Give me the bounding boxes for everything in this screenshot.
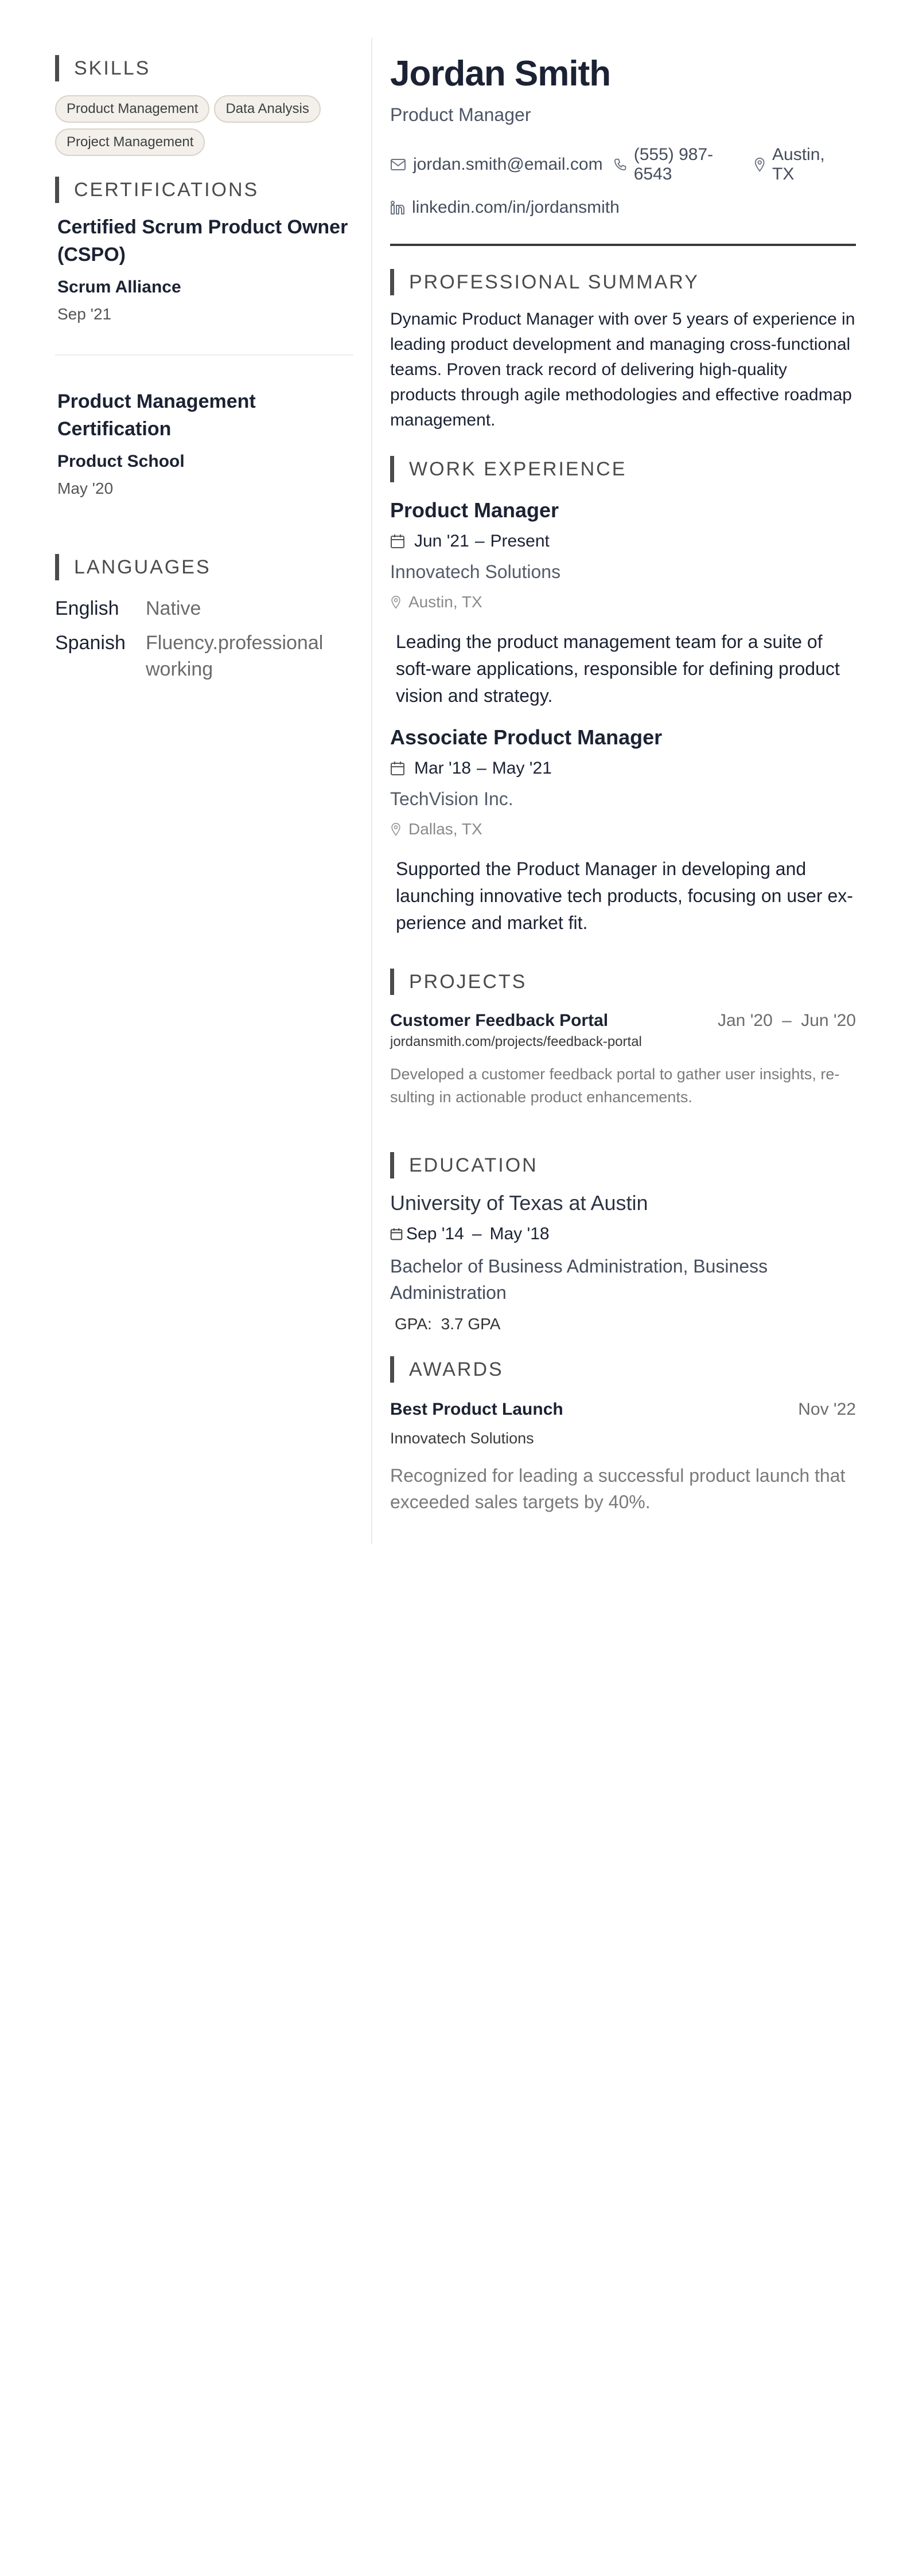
- experience-location: [390, 593, 856, 611]
- date-separator: –: [474, 532, 485, 551]
- experience-start: Jun '21: [414, 532, 469, 551]
- experience-start: Mar '18: [414, 759, 472, 778]
- experience-dates: [390, 532, 856, 551]
- column-divider: [371, 38, 372, 1544]
- experience-title: WORK EXPERIENCE: [409, 458, 627, 480]
- experience-role: Associate Product Manager: [390, 725, 663, 749]
- section-accent-bar: [55, 55, 59, 81]
- project-description: Developed a customer feedback portal to gather user insights, re-sulting in actionable product enhancements.: [390, 1065, 840, 1106]
- calendar-icon: [390, 1228, 403, 1240]
- education-dates: [390, 1224, 856, 1244]
- certification-item: [55, 388, 353, 498]
- project-header: [390, 1011, 856, 1031]
- certification-divider: [55, 354, 353, 356]
- mail-icon: [390, 158, 406, 171]
- projects-title: PROJECTS: [409, 970, 527, 993]
- resume-header: [390, 53, 856, 246]
- experience-location-text: Dallas, TX: [408, 820, 482, 838]
- project-name: Customer Feedback Portal: [390, 1011, 609, 1030]
- calendar-icon: [390, 761, 405, 776]
- certifications-heading: [55, 177, 353, 203]
- experience-end: May '21: [492, 759, 552, 778]
- section-accent-bar: [390, 1152, 394, 1178]
- certifications-title: CERTIFICATIONS: [74, 178, 259, 201]
- project-end: Jun '20: [801, 1011, 856, 1030]
- language-row: [55, 630, 353, 682]
- education-school: University of Texas at Austin: [390, 1191, 648, 1215]
- language-row: [55, 595, 353, 622]
- projects-heading: [390, 969, 856, 995]
- contact-row: [390, 145, 856, 184]
- skills-section: [55, 55, 353, 156]
- education-end: May '18: [489, 1224, 550, 1243]
- language-name: Spanish: [55, 632, 126, 654]
- languages-section: [55, 554, 353, 682]
- award-date: Nov '22: [798, 1400, 856, 1419]
- contact-location: [754, 145, 846, 184]
- experience-location-text: Austin, TX: [408, 593, 482, 611]
- experience-role: Product Manager: [390, 498, 559, 522]
- project-start: Jan '20: [718, 1011, 773, 1030]
- education-section: [390, 1152, 856, 1333]
- experience-company: TechVision Inc.: [390, 789, 513, 809]
- experience-location: [390, 820, 856, 838]
- location-pin-icon: [390, 595, 402, 609]
- certification-issuer: Scrum Alliance: [57, 278, 181, 296]
- summary-section: [390, 269, 856, 433]
- location-pin-icon: [390, 822, 402, 836]
- date-separator: –: [477, 759, 486, 778]
- gpa-value: 3.7 GPA: [441, 1315, 501, 1333]
- date-separator: –: [472, 1224, 482, 1243]
- skills-heading: [55, 55, 353, 81]
- experience-company: Innovatech Solutions: [390, 561, 561, 582]
- certifications-section: [55, 177, 353, 498]
- language-level: Native: [146, 598, 201, 619]
- contact-linkedin[interactable]: [390, 198, 620, 217]
- language-level: Fluency.professional working: [146, 632, 324, 680]
- summary-title: PROFESSIONAL SUMMARY: [409, 271, 699, 293]
- linkedin-text[interactable]: linkedin.com/in/jordansmith: [412, 198, 620, 217]
- right-column: [390, 53, 856, 1515]
- project-item: [390, 1011, 856, 1109]
- date-separator: –: [782, 1011, 792, 1030]
- calendar-icon: [390, 534, 405, 549]
- languages-heading: [55, 554, 353, 580]
- linkedin-icon: [390, 200, 405, 215]
- email-text[interactable]: jordan.smith@email.com: [413, 155, 603, 174]
- experience-heading: [390, 456, 856, 482]
- summary-heading: [390, 269, 856, 295]
- awards-title: AWARDS: [409, 1358, 504, 1380]
- candidate-name: Jordan Smith: [390, 54, 611, 93]
- experience-end: Present: [490, 532, 550, 551]
- contact-row: [390, 198, 856, 217]
- certification-name: Certified Scrum Product Owner (CSPO): [57, 216, 348, 266]
- section-accent-bar: [55, 177, 59, 203]
- header-divider: [390, 244, 856, 246]
- experience-description: Supported the Product Manager in developing and launching innovative tech products, focusing on user ex-perience and market fit.: [396, 858, 853, 933]
- experience-section: [390, 456, 856, 936]
- awards-heading: [390, 1356, 856, 1383]
- candidate-job-title: Product Manager: [390, 104, 531, 125]
- skills-title: SKILLS: [74, 57, 151, 79]
- award-header: [390, 1400, 856, 1419]
- experience-item: [390, 497, 856, 709]
- section-accent-bar: [390, 1356, 394, 1383]
- contact-phone[interactable]: [613, 145, 743, 184]
- experience-item: [390, 724, 856, 936]
- left-column: [55, 55, 353, 682]
- award-item: [390, 1400, 856, 1515]
- skill-chip: Product Management: [55, 95, 209, 123]
- education-title: EDUCATION: [409, 1154, 538, 1176]
- skill-chip: Data Analysis: [214, 95, 320, 123]
- section-accent-bar: [390, 456, 394, 482]
- award-name: Best Product Launch: [390, 1400, 563, 1419]
- experience-description: Leading the product management team for a suite of soft-ware applications, responsible for defining product vision and strategy.: [396, 631, 840, 706]
- award-description: Recognized for leading a successful product launch that exceeded sales targets by 40%.: [390, 1465, 846, 1512]
- certification-item: [55, 213, 353, 323]
- certification-name: Product Management Certification: [57, 391, 256, 440]
- contact-email[interactable]: [390, 155, 603, 174]
- award-organization: Innovatech Solutions: [390, 1430, 534, 1447]
- section-accent-bar: [55, 554, 59, 580]
- education-gpa: [390, 1315, 856, 1333]
- phone-icon: [613, 157, 627, 172]
- project-dates: [718, 1011, 856, 1031]
- experience-dates: [390, 759, 856, 778]
- section-accent-bar: [390, 269, 394, 295]
- projects-section: [390, 969, 856, 1109]
- location-text: Austin, TX: [772, 145, 825, 184]
- section-accent-bar: [390, 969, 394, 995]
- certification-date: May '20: [57, 479, 114, 497]
- location-pin-icon: [754, 157, 765, 173]
- education-heading: [390, 1152, 856, 1178]
- certification-date: Sep '21: [57, 305, 112, 323]
- education-degree: Bachelor of Business Administration, Business Administration: [390, 1256, 768, 1303]
- awards-section: [390, 1356, 856, 1515]
- project-link[interactable]: jordansmith.com/projects/feedback-portal: [390, 1034, 642, 1049]
- certification-issuer: Product School: [57, 452, 185, 471]
- gpa-label: GPA:: [395, 1315, 432, 1333]
- summary-text: Dynamic Product Manager with over 5 years of experience in leading product development and managing cross-functional teams. Proven track record of delivering high-quality products through agile methodologies and effective roadmap management.: [390, 310, 855, 430]
- skill-chip: Project Management: [55, 128, 205, 156]
- languages-title: LANGUAGES: [74, 556, 211, 578]
- phone-text[interactable]: (555) 987-6543: [633, 145, 714, 184]
- skills-list: [55, 95, 353, 156]
- language-name: English: [55, 598, 119, 619]
- education-start: Sep '14: [406, 1224, 464, 1243]
